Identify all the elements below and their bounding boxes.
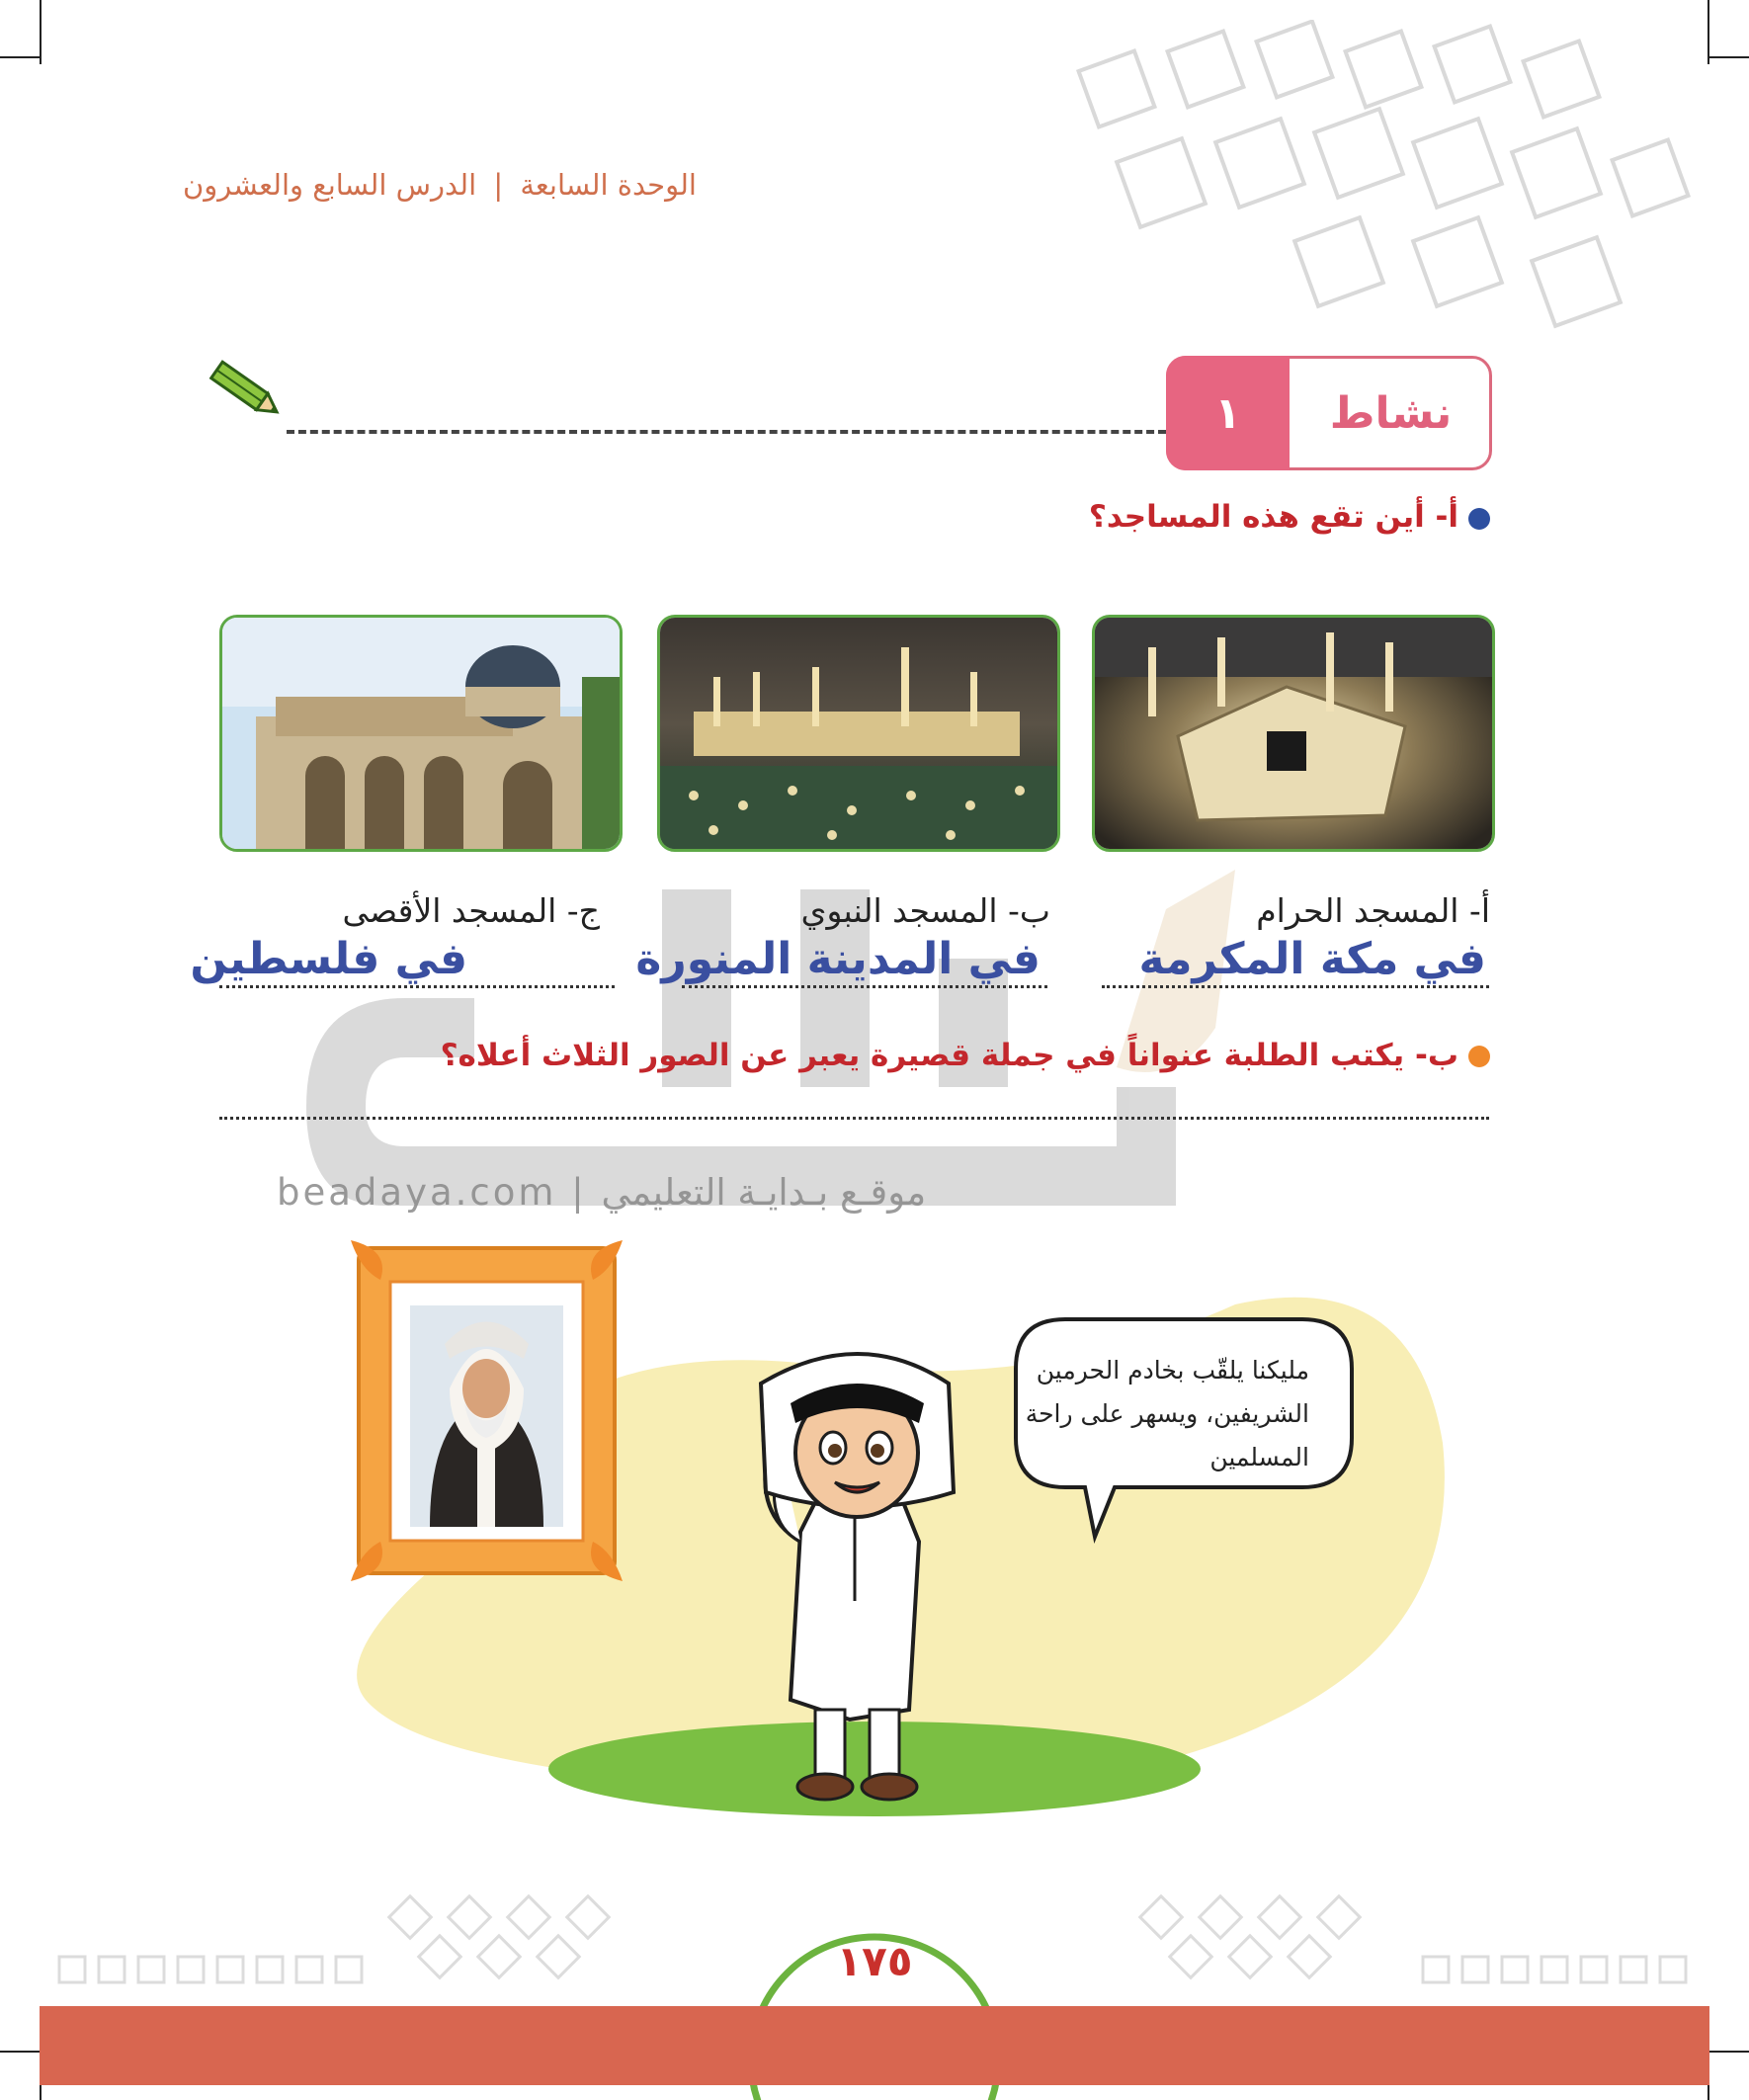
photo-masjid-haram (1092, 615, 1495, 852)
activity-label: نشاط (1329, 387, 1453, 439)
lesson-header (183, 168, 736, 202)
unit-title: الوحدة السابعة (520, 168, 697, 202)
caption-masjid-nabawi: ب- المسجد النبوي (800, 891, 1050, 930)
caption-masjid-aqsa: ج- المسجد الأقصى (342, 891, 600, 930)
answer-line (219, 985, 615, 988)
photo-masjid-nabawi (657, 615, 1060, 852)
answer-line (1102, 985, 1489, 988)
footer (0, 1902, 1749, 2100)
bullet-orange (1468, 1046, 1490, 1067)
page-number: ١٧٥ (836, 1937, 913, 1985)
answer-masjid-nabawi: في المدينة المنورة (635, 934, 1041, 984)
portrait-frame (351, 1240, 623, 1581)
question-a: أ- أين تقع هذه المساجد؟ (1088, 499, 1458, 535)
answer-masjid-haram: في مكة المكرمة (1138, 934, 1486, 984)
bullet-blue (1468, 508, 1490, 530)
crop-mark (0, 56, 42, 58)
crop-mark (40, 0, 42, 64)
lesson-title: الدرس السابع والعشرون (183, 168, 477, 202)
answer-line (682, 985, 1047, 988)
decorative-pattern (1028, 20, 1719, 346)
answer-masjid-aqsa: في فلسطين (190, 934, 467, 984)
speech-text: مليكنا يلقّب بخادم الحرمين الشريفين، ويسهر على راحة المسلمين (1025, 1356, 1309, 1471)
answer-line (219, 1117, 1489, 1120)
caption-masjid-haram: أ- المسجد الحرام (1256, 891, 1490, 930)
activity-divider (287, 430, 1166, 434)
watermark-text: beadaya.com | موقـع بـدايـة التعليمي (277, 1171, 927, 1214)
header-separator: | (493, 168, 504, 202)
photo-masjid-aqsa (219, 615, 623, 852)
question-b: ب- يكتب الطلبة عنواناً في جملة قصيرة يعبر عن الصور الثلاث أعلاه؟ (440, 1038, 1458, 1073)
activity-number: ١ (1166, 356, 1290, 470)
boy-character (731, 1344, 1008, 1808)
pencil-icon (208, 358, 287, 427)
